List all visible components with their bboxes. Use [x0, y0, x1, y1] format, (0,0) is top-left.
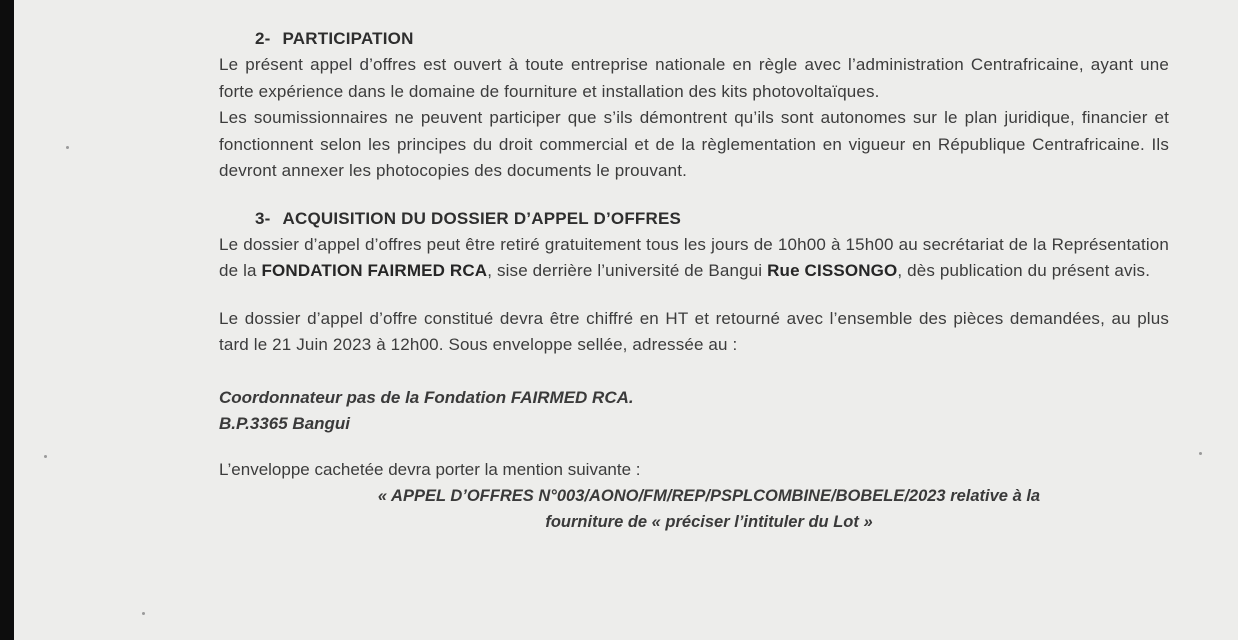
scanned-document-page: [14, 0, 1238, 640]
section-3-number: 3-: [255, 208, 271, 228]
section-3-paragraph-1: [219, 232, 1169, 285]
street-name: Rue CISSONGO: [767, 261, 898, 280]
section-3-heading: [219, 206, 1169, 232]
scan-speck: [66, 146, 69, 149]
section-2-number: 2-: [255, 29, 271, 48]
scan-speck: [142, 612, 145, 615]
envelope-mention-line-2: fourniture de « préciser l’intituler du Lot »: [545, 513, 873, 531]
envelope-mention-line-1: « APPEL D’OFFRES N°003/AONO/FM/REP/PSPLCOMBINE/BOBELE/2023 relative à la: [377, 487, 1041, 505]
section-3-text: , sise derrière l’université de Bangui: [487, 261, 768, 280]
section-3-text: Le dossier d’appel d’offres peut être retiré gratuitement tous les jours de 10h00 à 15h00 au secrétariat de la Représentation de la: [219, 234, 1169, 280]
document-body: [219, 26, 1169, 535]
section-3-paragraph-2: Le dossier d’appel d’offre constitué devra être chiffré en HT et retourné avec l’ensemble des pièces demandées, au plus tard le 21 Juin 2023 à 12h00. Sous enveloppe sellée, adressée au :: [219, 308, 1169, 354]
section-3-text: , dès publication du présent avis.: [897, 261, 1151, 280]
section-2-title: PARTICIPATION: [282, 29, 414, 48]
section-2-paragraph-2: Les soumissionnaires ne peuvent participer que s’ils démontrent qu’ils sont autonomes sur le plan juridique, financier et fonctionnent selon les principes du droit commercial et de la règlementation en vigueur en République Centrafricaine. Ils devront annexer les photocopies des documents le prouvant.: [219, 108, 1169, 180]
envelope-instruction: L’enveloppe cachetée devra porter la mention suivante :: [219, 459, 641, 479]
address-recipient: Coordonnateur pas de la Fondation FAIRMED RCA.: [219, 387, 634, 407]
section-2-heading: [219, 26, 1169, 52]
section-2-paragraph-1: Le présent appel d’offres est ouvert à toute entreprise nationale en règle avec l’administration Centrafricaine, ayant une forte expérience dans le domaine de fourniture et installation des kits photovoltaïques.: [219, 55, 1169, 101]
section-3-title: ACQUISITION DU DOSSIER D’APPEL D’OFFRES: [282, 208, 682, 228]
foundation-name: FONDATION FAIRMED RCA: [261, 261, 488, 280]
scan-speck: [1199, 452, 1202, 455]
address-po-box: B.P.3365 Bangui: [219, 413, 351, 433]
scan-speck: [44, 455, 47, 458]
